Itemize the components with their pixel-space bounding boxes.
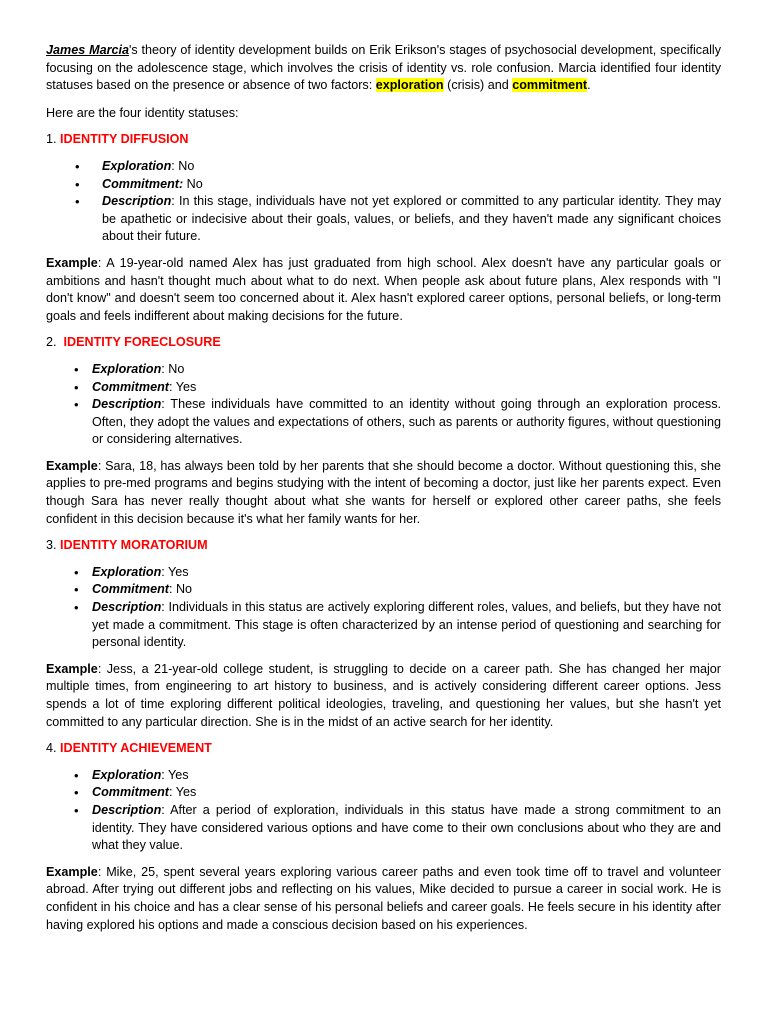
- list-item: [46, 581, 721, 599]
- status-section-achievement: [46, 740, 721, 934]
- commitment-label: Commitment:: [102, 176, 184, 191]
- attribute-list: [46, 564, 721, 652]
- attribute-list: [46, 767, 721, 855]
- description-value: : Individuals in this status are actively exploring different roles, values, and beliefs, but they have not yet made a commitment. This stage is often characterized by an intense period of questioning and searching for personal identity.: [92, 600, 721, 650]
- description-value: : After a period of exploration, individuals in this status have made a strong commitment to an identity. They have considered various options and have come to their own conclusions about who they are and what they value.: [92, 802, 721, 853]
- example-label: Example: [46, 458, 98, 473]
- commitment-value: No: [183, 176, 203, 191]
- list-item: [46, 379, 721, 397]
- exploration-label: Exploration: [92, 361, 162, 376]
- status-number: 4.: [46, 741, 57, 756]
- commitment-value: : Yes: [168, 785, 197, 800]
- commitment-label: Commitment: [92, 785, 169, 800]
- commitment-value: : Yes: [168, 379, 197, 394]
- exploration-value: : Yes: [161, 564, 189, 579]
- intro-paragraph: [46, 42, 721, 95]
- example-paragraph: [46, 661, 721, 731]
- example-paragraph: [46, 255, 721, 325]
- status-number: 1.: [46, 132, 57, 147]
- example-label: Example: [46, 864, 98, 879]
- exploration-value: : Yes: [161, 767, 189, 782]
- list-item: [46, 396, 721, 449]
- highlight-exploration: exploration: [375, 78, 444, 93]
- status-heading: [46, 537, 721, 555]
- lead-sentence: Here are the four identity statuses:: [46, 105, 239, 120]
- status-section-foreclosure: [46, 334, 721, 528]
- status-heading: [46, 740, 721, 758]
- exploration-value: : No: [171, 158, 195, 173]
- description-value: : These individuals have committed to an identity without going through an exploration process. Often, they adopt the values and expectations of others, such as parents or authority figures, without questioning or considering alternatives.: [92, 397, 721, 447]
- author-name: James Marcia: [46, 43, 129, 57]
- status-section-diffusion: [46, 131, 721, 325]
- list-item: [46, 193, 721, 246]
- description-value: : In this stage, individuals have not yet explored or committed to any particular identity. They may be apathetic or indecisive about their goals, values, or beliefs, and they haven't made any significant choices about their future.: [102, 194, 721, 244]
- example-text: : Sara, 18, has always been told by her parents that she should become a doctor. Without questioning this, she applies to pre-med programs and begins studying with the intent of becoming a doctor, just like her parents expect. Even though Sara has never really thought about what she wants for herself or explored other career paths, she feels confident in this decision because it's what her family wants for her.: [46, 458, 721, 526]
- commitment-label: Commitment: [92, 379, 169, 394]
- example-label: Example: [46, 661, 98, 676]
- status-title: IDENTITY ACHIEVEMENT: [60, 741, 212, 756]
- status-heading: [46, 131, 721, 149]
- exploration-label: Exploration: [92, 564, 162, 579]
- example-label: Example: [46, 255, 98, 270]
- status-title: IDENTITY MORATORIUM: [60, 538, 208, 553]
- list-item: [46, 802, 721, 855]
- description-label: Description: [92, 397, 162, 412]
- status-number: 2.: [46, 335, 57, 350]
- commitment-value: : No: [168, 582, 193, 597]
- list-item: [46, 599, 721, 652]
- exploration-label: Exploration: [92, 767, 162, 782]
- attribute-list: [46, 361, 721, 449]
- list-item: [46, 361, 721, 379]
- exploration-label: Exploration: [102, 158, 172, 173]
- description-label: Description: [92, 600, 162, 615]
- exploration-value: : No: [161, 361, 185, 376]
- status-heading: [46, 334, 721, 352]
- example-paragraph: [46, 458, 721, 528]
- intro-text-3: .: [587, 78, 591, 93]
- commitment-label: Commitment: [92, 582, 169, 597]
- status-section-moratorium: [46, 537, 721, 731]
- list-item: [46, 158, 721, 176]
- intro-text-2: (crisis) and: [443, 78, 513, 93]
- list-item: [46, 784, 721, 802]
- description-label: Description: [92, 802, 162, 817]
- example-paragraph: [46, 864, 721, 934]
- example-text: : Mike, 25, spent several years exploring various career paths and even took time off to travel and volunteer abroad. After trying out different jobs and reflecting on his values, Mike decided to pursue a career in social work. He is confident in his choice and has a clear sense of his personal beliefs and career goals. He feels secure in his identity after having explored his options and made a conscious decision based on his experiences.: [46, 864, 721, 932]
- example-text: : A 19-year-old named Alex has just graduated from high school. Alex doesn't have any particular goals or ambitions and hasn't thought much about what to do next. When people ask about future plans, Alex responds with "I don't know" and doesn't seem too concerned about it. Alex hasn't explored career options, personal beliefs, or long-term goals and feels indifferent about making decisions for the future.: [46, 255, 721, 323]
- list-item: [46, 767, 721, 785]
- highlight-commitment: commitment: [512, 78, 588, 93]
- list-item: [46, 564, 721, 582]
- description-label: Description: [102, 194, 172, 209]
- intro-text-1: 's theory of identity development builds on Erik Erikson's stages of psychosocial development, specifically focusing on the adolescence stage, which involves the crisis of identity vs. role confusion. Marcia identified four identity statuses based on the presence or absence of two factors:: [46, 43, 721, 93]
- status-number: 3.: [46, 538, 57, 553]
- attribute-list: [46, 158, 721, 246]
- list-item: [46, 176, 721, 194]
- example-text: : Jess, a 21-year-old college student, is struggling to decide on a career path. She has changed her major multiple times, from engineering to art history to business, and is actively considering different career options. Jess spends a lot of time exploring different political ideologies, traveling, and questioning her values, but she hasn't yet committed to any particular direction. She is in the midst of an active search for her identity.: [46, 661, 721, 729]
- status-title: IDENTITY FORECLOSURE: [63, 335, 221, 350]
- document-body: [46, 42, 721, 934]
- status-title: IDENTITY DIFFUSION: [60, 132, 189, 147]
